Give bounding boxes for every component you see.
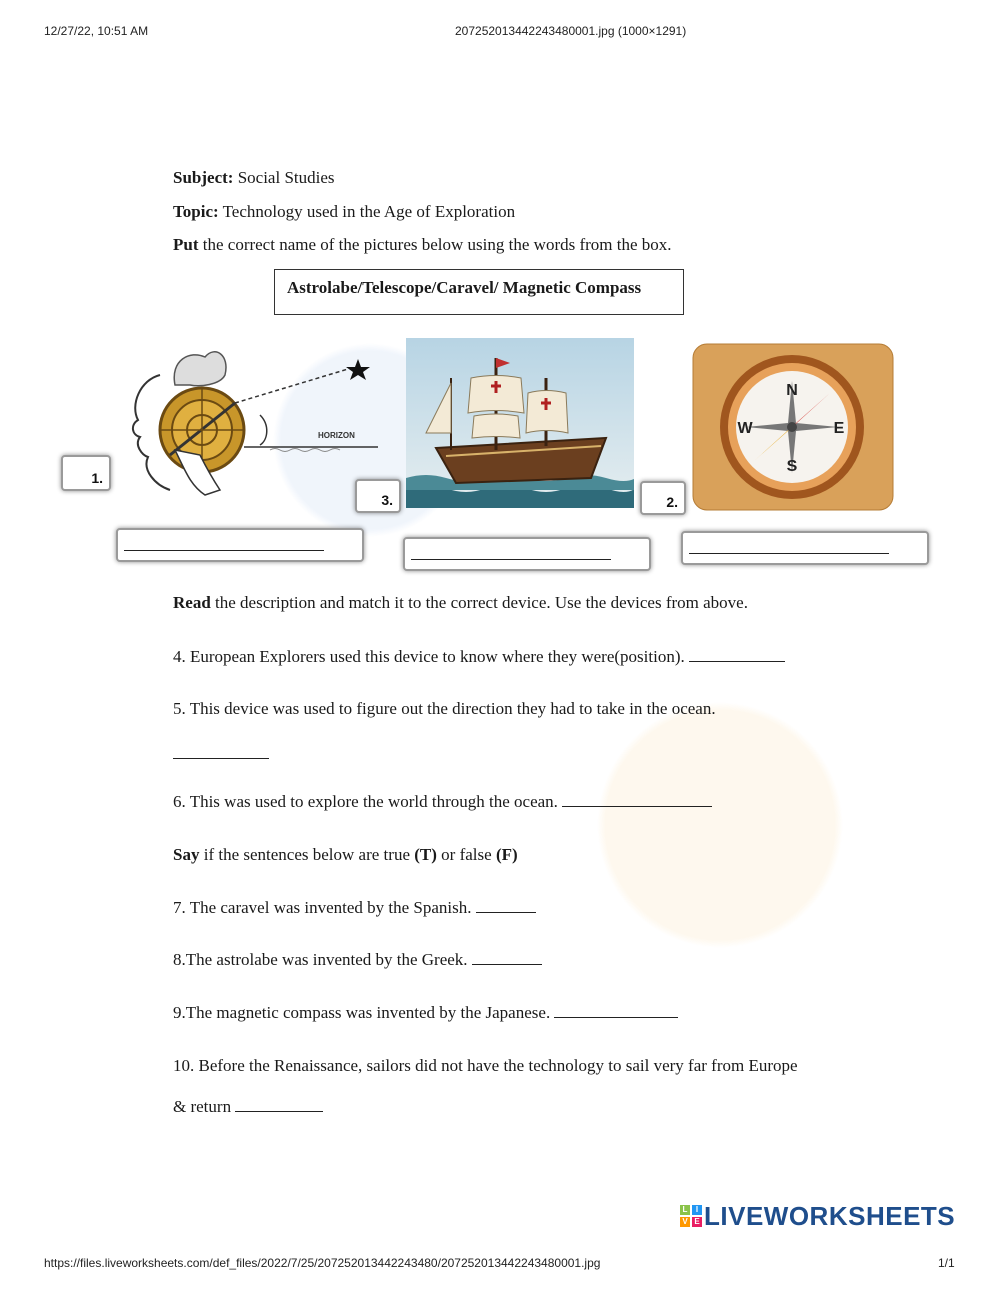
question-10-text: 10. Before the Renaissance, sailors did not have the technology to sail very far from Europe <box>173 1056 798 1075</box>
answer-line-3 <box>411 559 611 560</box>
question-4-text: 4. European Explorers used this device to know where they were(position). <box>173 647 685 666</box>
answer-blank-9[interactable] <box>554 1003 678 1018</box>
word-box: Astrolabe/Telescope/Caravel/ Magnetic Compass <box>274 269 684 315</box>
question-6-text: 6. This was used to explore the world through the ocean. <box>173 792 558 811</box>
compass-n: N <box>786 382 798 399</box>
number-1-label: 1. <box>91 470 103 486</box>
compass-icon <box>692 343 894 511</box>
number-box-3[interactable] <box>355 479 401 513</box>
read-label: Read <box>173 593 211 612</box>
number-3-label: 3. <box>381 492 393 508</box>
answer-blank-7[interactable] <box>476 898 536 913</box>
question-5 <box>173 699 716 719</box>
question-4 <box>173 647 785 667</box>
answer-blank-5[interactable] <box>173 744 269 759</box>
question-10 <box>173 1056 798 1076</box>
true-label: (T) <box>414 845 437 864</box>
question-7 <box>173 898 536 918</box>
horizon-label: HORIZON <box>318 431 355 440</box>
compass-w: W <box>737 420 753 437</box>
answer-line-1 <box>124 550 324 551</box>
question-8 <box>173 950 542 970</box>
subject-value: Social Studies <box>233 168 335 187</box>
say-label: Say <box>173 845 200 864</box>
answer-blank-6[interactable] <box>562 792 712 807</box>
answer-blank-4[interactable] <box>689 647 785 662</box>
topic-label: Topic: <box>173 202 219 221</box>
astrolabe-icon <box>120 345 380 505</box>
print-image-title: 20725201344224348000​1.jpg (1000×1291) <box>455 24 687 38</box>
topic-value: Technology used in the Age of Exploration <box>218 202 516 221</box>
answer-blank-8[interactable] <box>472 950 542 965</box>
logo-letter-v: V <box>680 1217 690 1227</box>
logo-letter-l: L <box>680 1205 690 1215</box>
compass-s: S <box>786 458 798 475</box>
question-10-continued <box>173 1097 323 1117</box>
question-7-text: 7. The caravel was invented by the Spanish. <box>173 898 472 917</box>
answer-input-3[interactable] <box>403 537 651 571</box>
answer-line-2 <box>689 553 889 554</box>
question-10-text-2: & return <box>173 1097 232 1116</box>
subject-line <box>173 168 335 188</box>
false-label: (F) <box>495 845 518 864</box>
print-timestamp: 12/27/22, 10:51 AM <box>44 24 149 38</box>
question-9 <box>173 1003 678 1023</box>
logo-grid-icon <box>680 1205 702 1227</box>
logo-text: LIVEWORKSHEETS <box>704 1201 956 1231</box>
print-page-count: 1/1 <box>938 1256 955 1270</box>
compass-e: E <box>833 420 845 437</box>
answer-blank-10[interactable] <box>235 1097 323 1112</box>
say-text-1: if the sentences below are true <box>199 845 415 864</box>
question-6 <box>173 792 712 812</box>
answer-input-2[interactable] <box>681 531 929 565</box>
print-url: https://files.liveworksheets.com/def_files/2022/7/25/20725201344224348​0/20725201344224348000​1.jpg <box>44 1256 601 1270</box>
instruction-line <box>173 235 672 255</box>
read-instruction <box>173 593 748 613</box>
question-5-answer <box>173 744 269 764</box>
number-2-label: 2. <box>666 494 678 510</box>
say-text-2: or false <box>436 845 496 864</box>
number-box-2[interactable] <box>640 481 686 515</box>
answer-input-1[interactable] <box>116 528 364 562</box>
question-8-text: 8.The astrolabe was invented by the Greek. <box>173 950 468 969</box>
subject-label: Subject: <box>173 168 234 187</box>
number-box-1[interactable] <box>61 455 111 491</box>
question-9-text: 9.The magnetic compass was invented by the Japanese. <box>173 1003 551 1022</box>
question-5-text: 5. This device was used to figure out the direction they had to take in the ocean. <box>173 699 716 718</box>
logo-letter-e: E <box>692 1217 702 1227</box>
caravel-ship-icon <box>406 338 634 508</box>
topic-line <box>173 202 515 222</box>
logo-letter-i: I <box>692 1205 702 1215</box>
say-instruction <box>173 845 518 865</box>
put-label: Put <box>173 235 199 254</box>
put-text: the correct name of the pictures below using the words from the box. <box>198 235 672 254</box>
read-text: the description and match it to the correct device. Use the devices from above. <box>210 593 748 612</box>
